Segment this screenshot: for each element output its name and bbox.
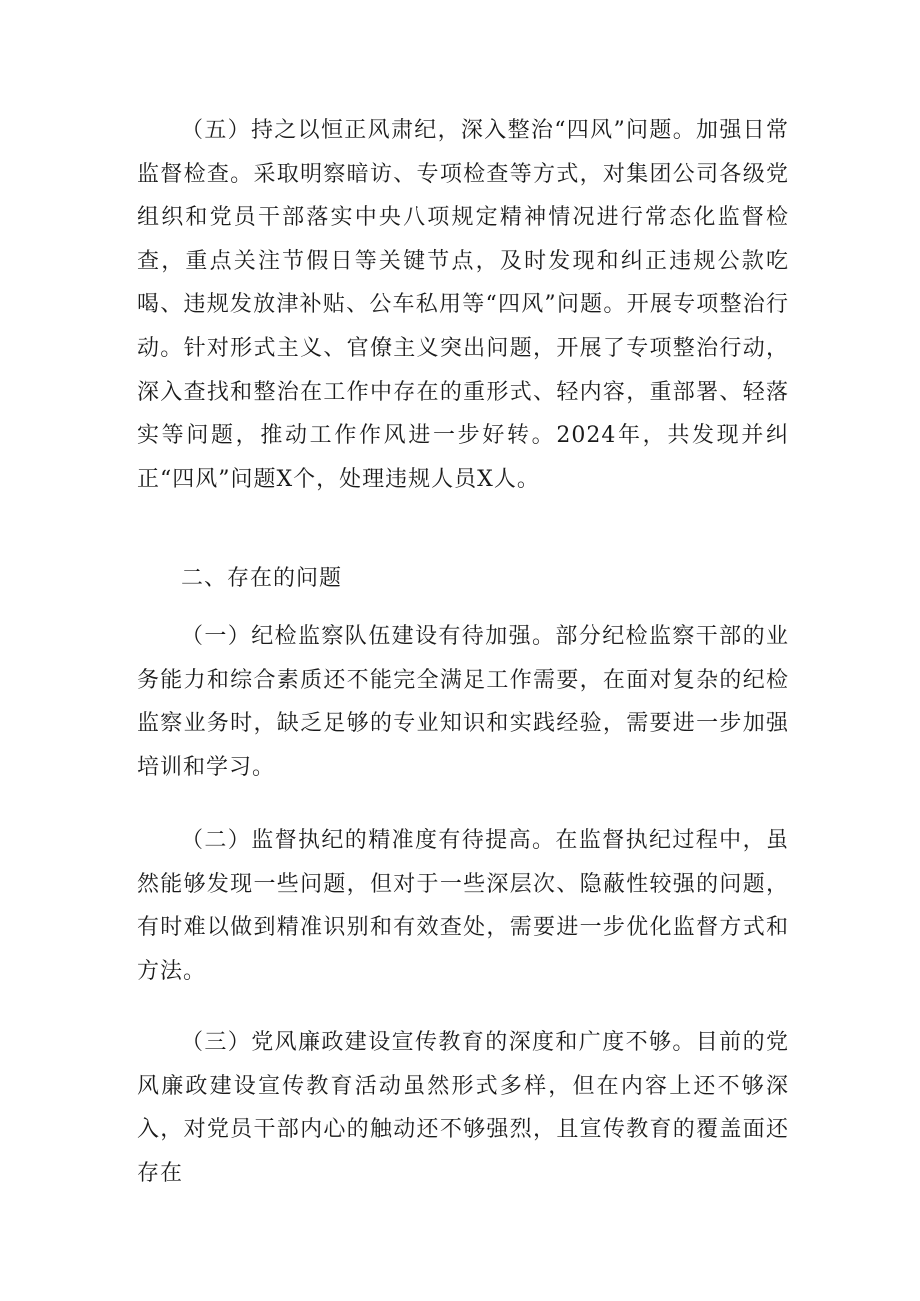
paragraph-problem-one-team-building: （一）纪检监察队伍建设有待加强。部分纪检监察干部的业务能力和综合素质还不能完全满足工作需要，在面对复杂的纪检监察业务时，缺乏足够的专业知识和实践经验，需要进一步加强培训和学习。 [137,624,789,780]
paragraph-five-rectify-four-styles: （五）持之以恒正风肃纪，深入整治“四风”问题。加强日常监督检查。采取明察暗访、专项检查等方式，对集团公司各级党组织和党员干部落实中央八项规定精神情况进行常态化监督检查，重点关注节假日等关键节点，及时发现和纠正违规公款吃喝、违规发放津补贴、公车私用等“四风”问题。开展专项整治行动。针对形式主义、官僚主义突出问题，开展了专项整治行动，深入查找和整治在工作中存在的重形式、轻内容，重部署、轻落实等问题，推动工作作风进一步好转。2024年，共发现并纠正“四风”问题X个，处理违规人员X人。 [137,118,789,492]
paragraph-problem-three-education: （三）党风廉政建设宣传教育的深度和广度不够。目前的党风廉政建设宣传教育活动虽然形式多样，但在内容上还不够深入，对党员干部内心的触动还不够强烈，且宣传教育的覆盖面还存在 [137,1030,789,1186]
section-heading-existing-problems: 二、存在的问题 [181,566,343,591]
paragraph-problem-two-precision: （二）监督执纪的精准度有待提高。在监督执纪过程中，虽然能够发现一些问题，但对于一些深层次、隐蔽性较强的问题，有时难以做到精准识别和有效查处，需要进一步优化监督方式和方法。 [137,828,789,984]
